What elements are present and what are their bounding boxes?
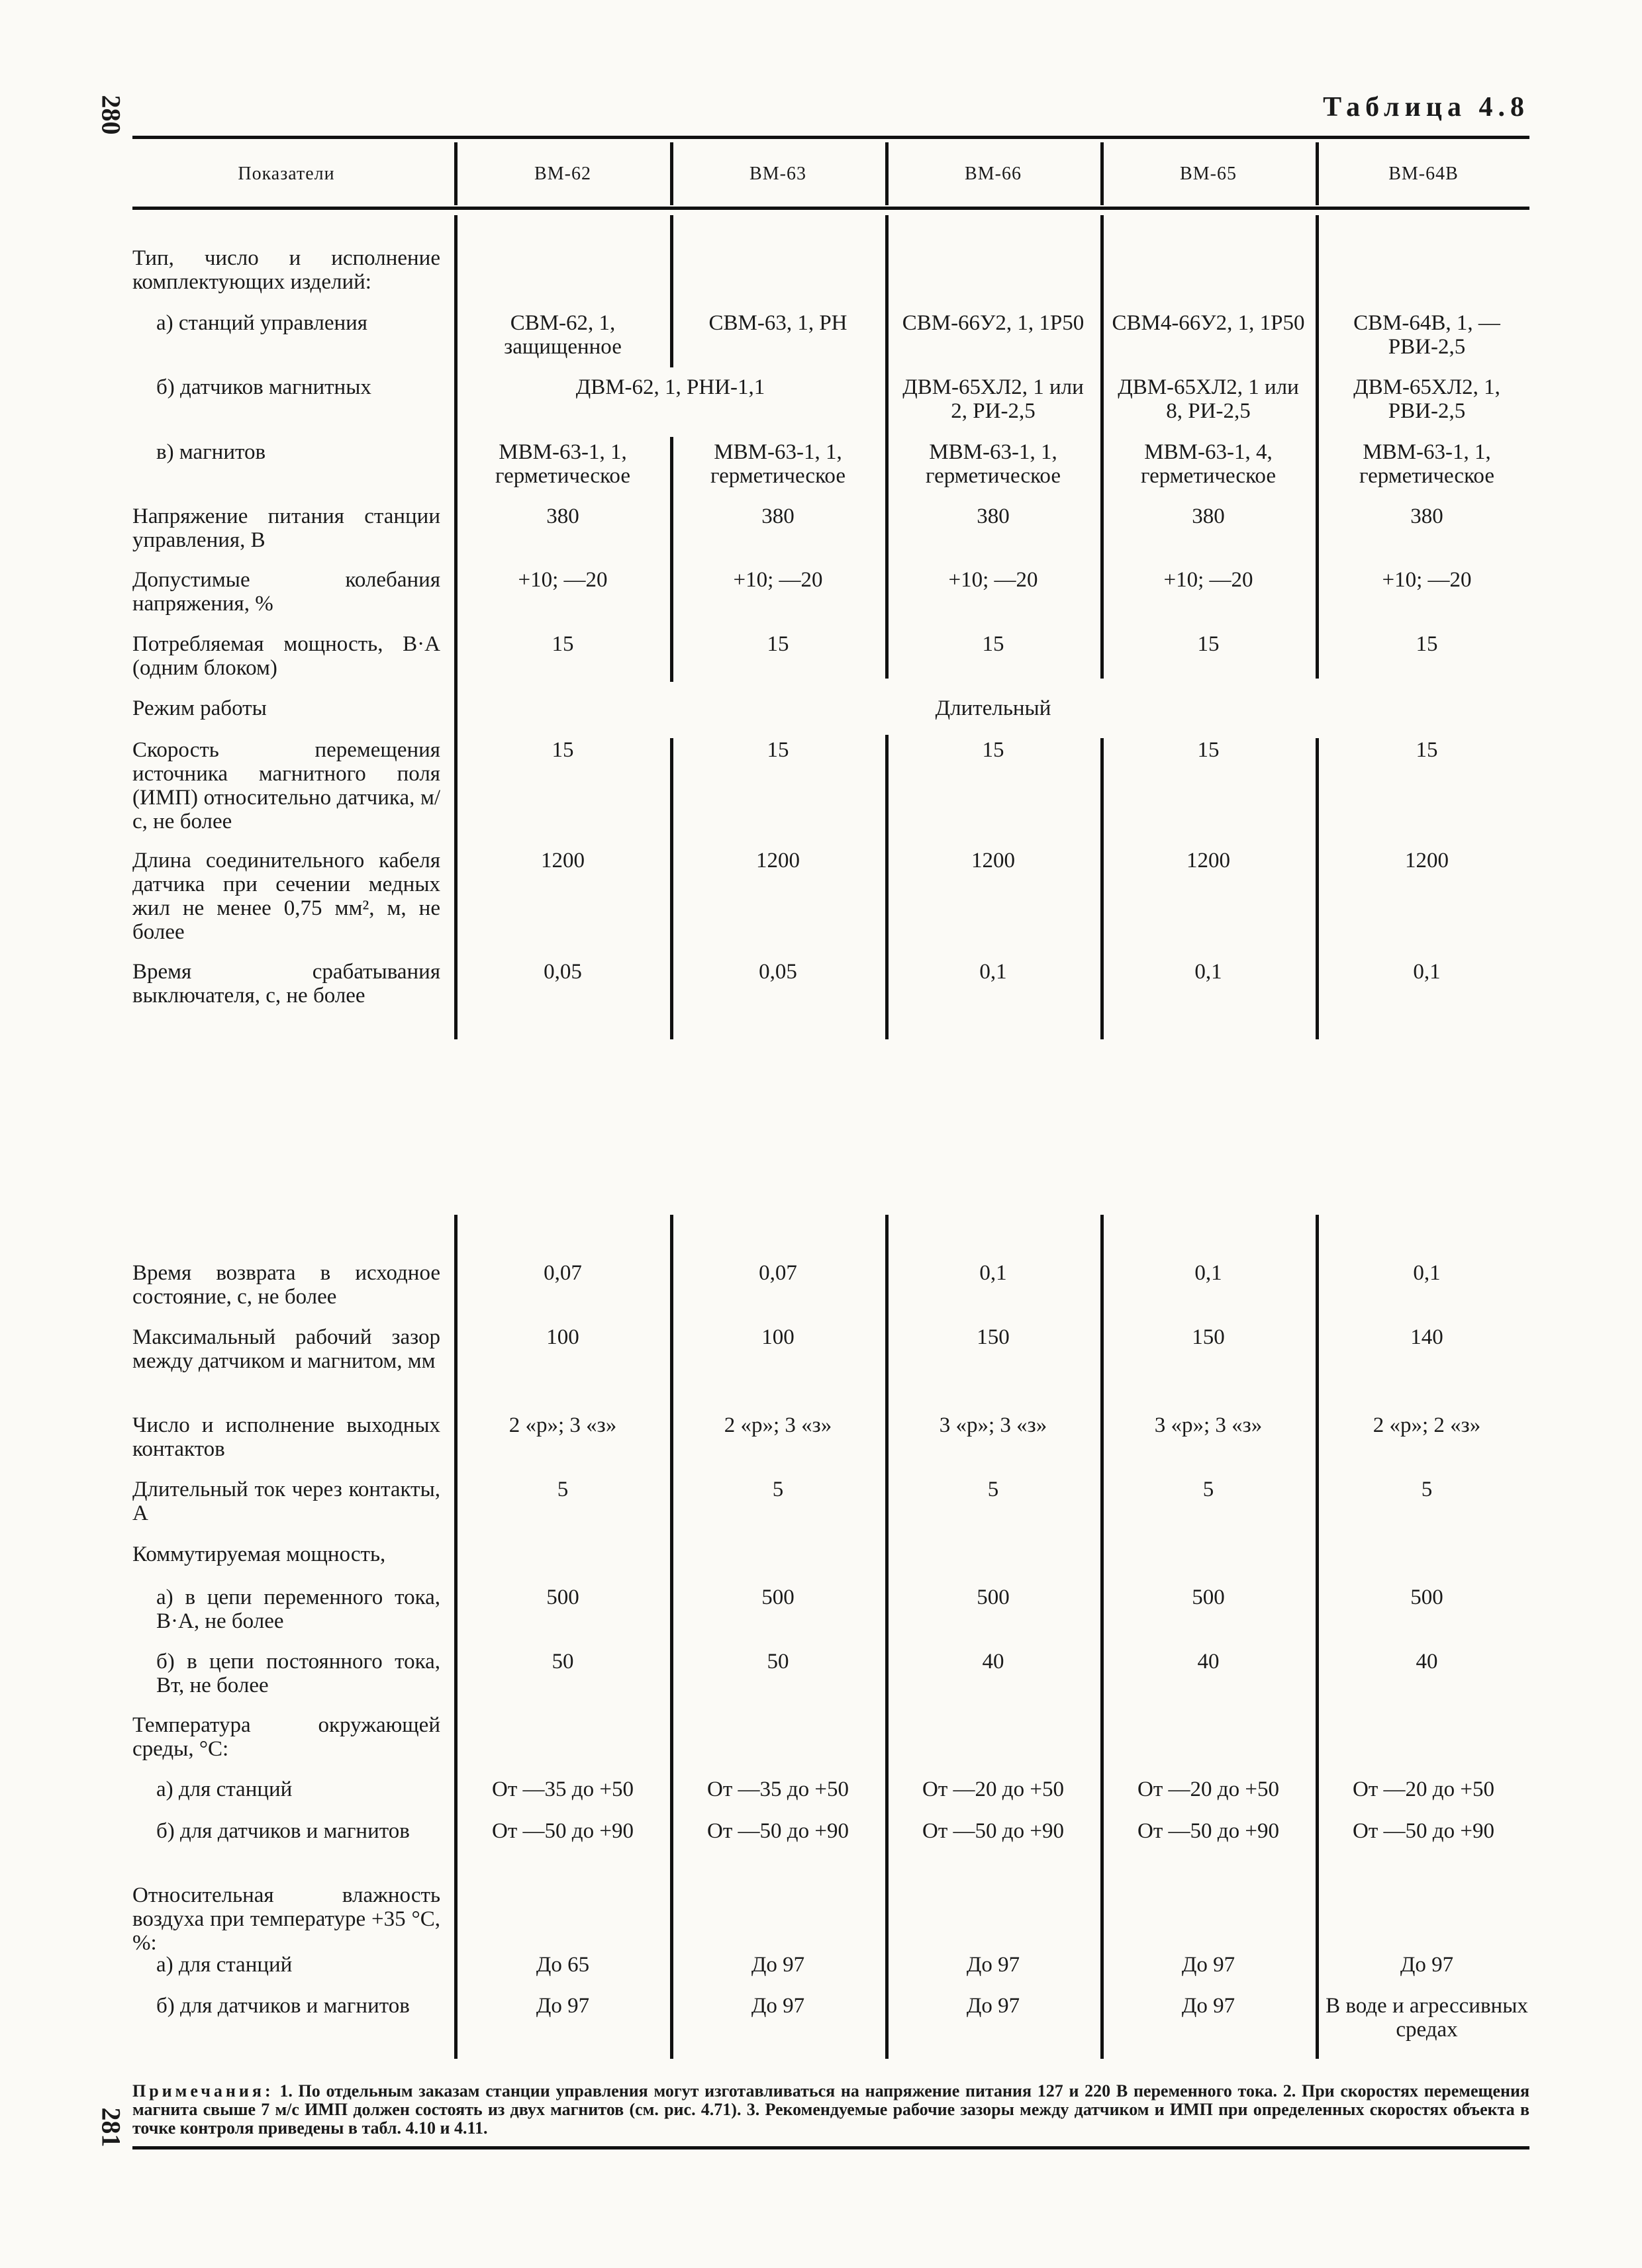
cell-power-vm64v: 15 [1416,632,1438,656]
row-label-cable: Длина соединительного кабеля датчика при сечении медных жил не менее 0,75 мм², м, не более [132,849,440,944]
cell-hum-sens-vm65: До 97 [1181,1994,1235,2018]
column-separator [670,437,673,682]
column-separator [454,215,458,1039]
cell-temp-sens-vm65: От —50 до +90 [1137,1819,1279,1843]
cell-cable-vm63: 1200 [756,849,800,873]
row-label-temp-sensors: б) для датчиков и магнитов [156,1819,410,1843]
cell-magnets-vm65: МВМ-63-1, 4, герметическое [1141,440,1276,488]
column-separator [1100,1215,1104,2059]
header-vm64v: ВМ-64В [1388,163,1459,184]
cell-trip-vm63: 0,05 [759,960,797,984]
column-separator [885,1215,889,2059]
cell-temp-st-vm65: От —20 до +50 [1137,1777,1279,1801]
table-caption: Таблица 4.8 [1323,92,1529,122]
cell-temp-st-vm66: От —20 до +50 [922,1777,1064,1801]
row-label-type: Тип, число и исполнение комплектующих изделий: [132,246,440,294]
cell-dc-vm62: 50 [552,1650,574,1674]
row-label-temperature: Температура окружающей среды, °С: [132,1713,440,1761]
cell-contacts-vm63: 2 «р»; 3 «з» [724,1413,832,1437]
cell-return-vm65: 0,1 [1194,1261,1222,1285]
row-label-gap: Максимальный рабочий зазор между датчиком и магнитом, мм [132,1325,440,1373]
header-bottom-rule [132,207,1529,210]
footnote-label: Примечания: [132,2081,274,2101]
cell-ac-vm65: 500 [1192,1585,1225,1609]
column-separator [885,735,889,1039]
cell-hum-st-vm64v: До 97 [1400,1953,1454,1977]
cell-speed-vm62: 15 [552,738,574,762]
cell-hum-st-vm62: До 65 [536,1953,590,1977]
cell-gap-vm64v: 140 [1410,1325,1443,1349]
table-footnote [132,2082,1529,2138]
cell-cable-vm62: 1200 [541,849,585,873]
cell-speed-vm65: 15 [1197,738,1220,762]
cell-magnets-vm63: МВМ-63-1, 1, герметическое [710,440,845,488]
cell-return-vm64v: 0,1 [1413,1261,1441,1285]
cell-speed-vm64v: 15 [1416,738,1438,762]
cell-stations-vm62: СВМ-62, 1, защищенное [504,311,622,359]
cell-speed-vm63: 15 [767,738,789,762]
column-separator [1100,215,1104,679]
header-vm63: ВМ-63 [749,163,806,184]
cell-speed-vm66: 15 [982,738,1004,762]
cell-power-vm62: 15 [552,632,574,656]
cell-fluct-vm62: +10; —20 [518,568,608,592]
cell-hum-sens-vm64v: В воде и агрессивных средах [1326,1994,1528,2042]
cell-dc-vm66: 40 [982,1650,1004,1674]
cell-contacts-vm66: 3 «р»; 3 «з» [939,1413,1047,1437]
column-separator [1316,215,1319,679]
column-separator [454,1215,458,2059]
page-number-bottom: 281 [96,2107,126,2148]
row-label-power: Потребляемая мощность, В·А (одним блоком) [132,632,440,680]
cell-voltage-vm64v: 380 [1410,504,1443,528]
row-label-speed: Скорость перемещения источника магнитного поля (ИМП) относительно датчика, м/с, не более [132,738,440,833]
cell-return-vm62: 0,07 [544,1261,582,1285]
row-label-return-time: Время возврата в исходное состояние, с, не более [132,1261,440,1309]
header-indicators: Показатели [238,163,335,184]
cell-gap-vm62: 100 [546,1325,579,1349]
row-label-ac: а) в цепи переменного тока, В·А, не более [156,1585,440,1633]
column-separator [670,215,673,367]
table-top-rule [132,136,1529,139]
cell-gap-vm66: 150 [977,1325,1010,1349]
cell-voltage-vm63: 380 [761,504,795,528]
cell-temp-sens-vm64v: От —50 до +90 [1353,1819,1494,1843]
row-label-sensors: б) датчиков магнитных [156,375,371,399]
header-vm62: ВМ-62 [534,163,591,184]
cell-trip-vm66: 0,1 [979,960,1007,984]
cell-cable-vm66: 1200 [971,849,1015,873]
cell-contacts-vm62: 2 «р»; 3 «з» [508,1413,617,1437]
cell-current-vm62: 5 [557,1478,569,1501]
cell-power-vm66: 15 [982,632,1004,656]
cell-gap-vm65: 150 [1192,1325,1225,1349]
cell-voltage-vm65: 380 [1192,504,1225,528]
row-label-stations: а) станций управления [156,311,367,335]
cell-fluct-vm66: +10; —20 [948,568,1038,592]
cell-current-vm66: 5 [987,1478,999,1501]
cell-magnets-vm62: МВМ-63-1, 1, герметическое [495,440,630,488]
row-label-humidity: Относительная влажность воздуха при температуре +35 °С, %: [132,1883,440,1955]
cell-stations-vm64v: СВМ-64В, 1, — РВИ-2,5 [1353,311,1500,359]
cell-mode-all: Длительный [935,696,1051,720]
column-separator [885,215,889,679]
column-separator [670,1215,673,2059]
cell-temp-sens-vm62: От —50 до +90 [492,1819,634,1843]
cell-fluct-vm64v: +10; —20 [1382,568,1472,592]
cell-power-vm63: 15 [767,632,789,656]
cell-hum-sens-vm62: До 97 [536,1994,590,2018]
cell-sensors-vm62-vm63: ДВМ-62, 1, РНИ-1,1 [575,375,765,399]
cell-sensors-vm64v: ДВМ-65ХЛ2, 1, РВИ-2,5 [1353,375,1500,423]
column-separator [885,142,889,205]
cell-fluct-vm63: +10; —20 [733,568,823,592]
cell-return-vm63: 0,07 [759,1261,797,1285]
row-label-trip-time: Время срабатывания выключателя, с, не более [132,960,440,1008]
column-separator [1100,738,1104,1039]
cell-magnets-vm64v: МВМ-63-1, 1, герметическое [1359,440,1494,488]
row-label-hum-stations: а) для станций [156,1953,293,1977]
cell-fluct-vm65: +10; —20 [1163,568,1253,592]
cell-stations-vm66: СВМ-66У2, 1, 1Р50 [902,311,1085,335]
cell-stations-vm63: СВМ-63, 1, РН [708,311,847,335]
cell-stations-vm65: СВМ4-66У2, 1, 1Р50 [1112,311,1305,335]
cell-current-vm63: 5 [772,1478,784,1501]
cell-contacts-vm64v: 2 «р»; 2 «з» [1373,1413,1481,1437]
cell-temp-sens-vm66: От —50 до +90 [922,1819,1064,1843]
cell-ac-vm62: 500 [546,1585,579,1609]
row-label-fluctuation: Допустимые колебания напряжения, % [132,568,440,616]
page-number-top: 280 [96,95,126,135]
cell-cable-vm65: 1200 [1186,849,1230,873]
cell-hum-sens-vm63: До 97 [751,1994,805,2018]
column-separator [454,142,458,205]
row-label-magnets: в) магнитов [156,440,266,464]
cell-current-vm65: 5 [1202,1478,1214,1501]
cell-sensors-vm66: ДВМ-65ХЛ2, 1 или 2, РИ-2,5 [902,375,1084,423]
row-label-contacts: Число и исполнение выходных контактов [132,1413,440,1461]
column-separator [670,738,673,1039]
cell-hum-st-vm63: До 97 [751,1953,805,1977]
row-label-dc: б) в цепи постоянного тока, Вт, не более [156,1650,440,1697]
row-label-hum-sensors: б) для датчиков и магнитов [156,1994,410,2018]
cell-current-vm64v: 5 [1421,1478,1433,1501]
cell-contacts-vm65: 3 «р»; 3 «з» [1154,1413,1263,1437]
column-separator [1316,142,1319,205]
cell-gap-vm63: 100 [761,1325,795,1349]
header-vm65: ВМ-65 [1180,163,1237,184]
column-separator [670,142,673,205]
cell-magnets-vm66: МВМ-63-1, 1, герметическое [926,440,1061,488]
cell-ac-vm64v: 500 [1410,1585,1443,1609]
cell-voltage-vm66: 380 [977,504,1010,528]
cell-voltage-vm62: 380 [546,504,579,528]
cell-ac-vm63: 500 [761,1585,795,1609]
cell-hum-st-vm66: До 97 [966,1953,1020,1977]
cell-temp-st-vm62: От —35 до +50 [492,1777,634,1801]
cell-sensors-vm65: ДВМ-65ХЛ2, 1 или 8, РИ-2,5 [1118,375,1299,423]
cell-dc-vm63: 50 [767,1650,789,1674]
cell-dc-vm65: 40 [1197,1650,1220,1674]
row-label-switching-power: Коммутируемая мощность, [132,1542,386,1566]
row-label-voltage: Напряжение питания станции управления, В [132,504,440,552]
cell-cable-vm64v: 1200 [1405,849,1449,873]
header-vm66: ВМ-66 [965,163,1022,184]
cell-temp-st-vm63: От —35 до +50 [707,1777,849,1801]
footnote-text: 1. По отдельным заказам станции управления могут изготавливаться на напряжение питания 127 и 220 В переменного тока. 2. При скоростях перемещения магнита свыше 7 м/с ИМП должен состоять из двух магнитов (см. рис. 4.71). 3. Рекомендуемые рабочие зазоры между датчиком и ИМП при определенных скоростях объекта в точке контроля приведены в табл. 4.10 и 4.11. [132,2081,1530,2138]
row-label-temp-stations: а) для станций [156,1777,293,1801]
cell-trip-vm65: 0,1 [1194,960,1222,984]
column-separator [1316,738,1319,1039]
cell-temp-sens-vm63: От —50 до +90 [707,1819,849,1843]
cell-hum-st-vm65: До 97 [1181,1953,1235,1977]
cell-hum-sens-vm66: До 97 [966,1994,1020,2018]
cell-temp-st-vm64v: От —20 до +50 [1353,1777,1494,1801]
cell-return-vm66: 0,1 [979,1261,1007,1285]
cell-trip-vm64v: 0,1 [1413,960,1441,984]
column-separator [1100,142,1104,205]
column-separator [1316,1215,1319,2059]
footer-rule [132,2146,1529,2150]
row-label-mode: Режим работы [132,696,267,720]
cell-dc-vm64v: 40 [1416,1650,1438,1674]
cell-trip-vm62: 0,05 [544,960,582,984]
cell-ac-vm66: 500 [977,1585,1010,1609]
cell-power-vm65: 15 [1197,632,1220,656]
row-label-current: Длительный ток через контакты, А [132,1478,440,1525]
